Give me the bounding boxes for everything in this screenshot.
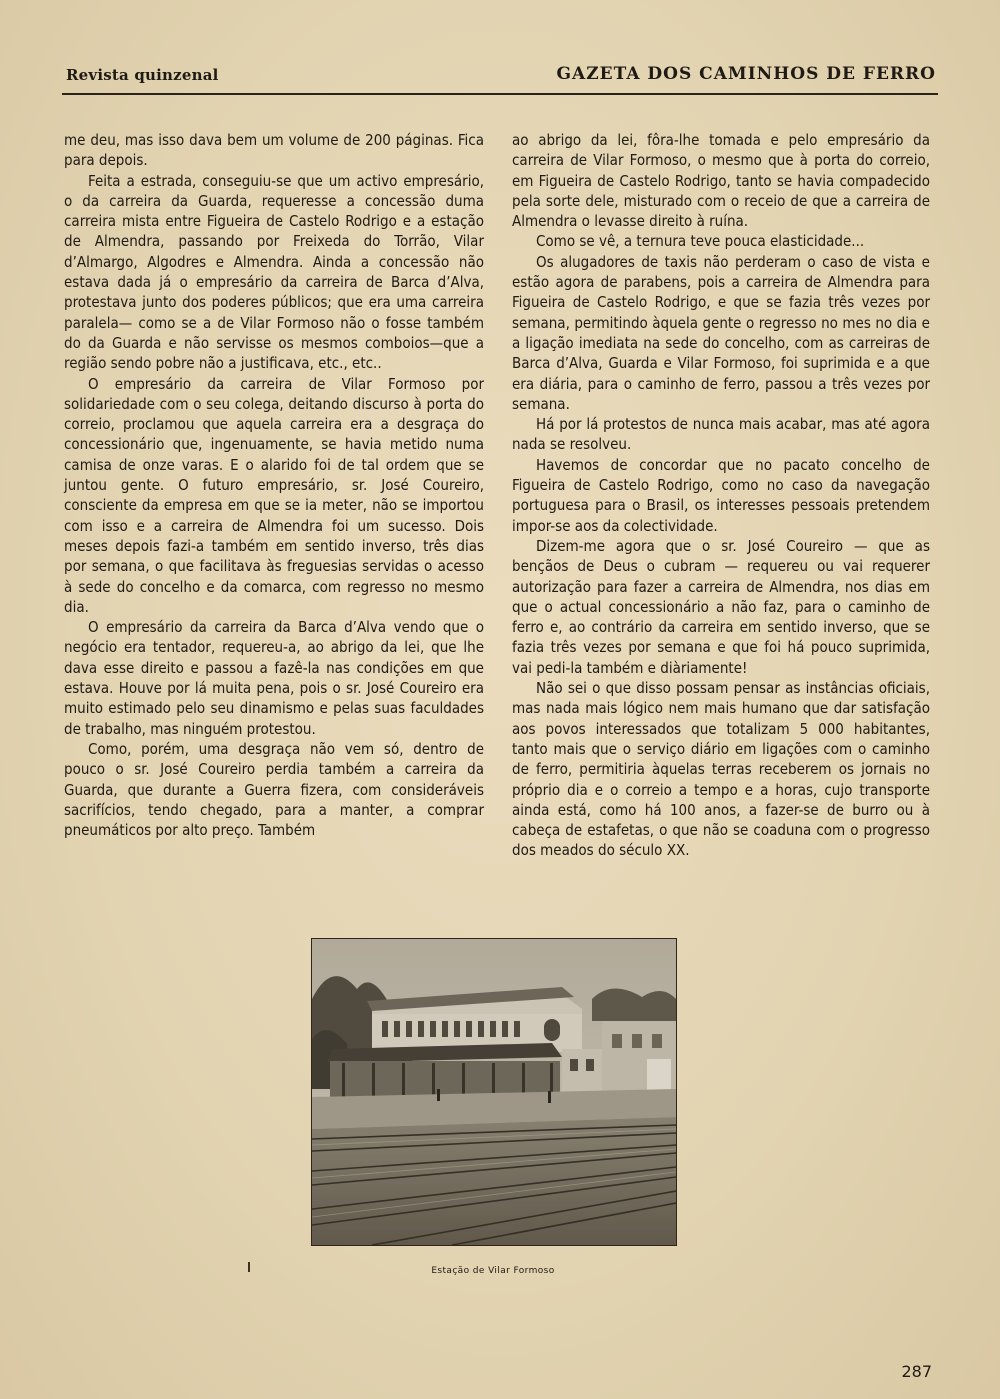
paragraph: Dizem-me agora que o sr. José Coureiro — que as bençãos de Deus o cubram — requereu ou vai requerer autorização para fazer a carreira de Almendra, nos dias em que o actual concessionário a não faz, para o caminho de ferro e, ao contrário da carreira em sentido inverso, que se fazia três vezes por semana e que foi há pouco suprimida, vai pedi-la também e diàriamente! <box>512 536 930 677</box>
station-photo-illustration <box>312 939 676 1245</box>
paragraph: Havemos de concordar que no pacato concelho de Figueira de Castelo Rodrigo, como no caso da navegação portuguesa para o Brasil, os interesses pessoais pretendem impor-se aos da colectividade. <box>512 455 930 535</box>
paragraph: Os alugadores de taxis não perderam o caso de vista e estão agora de parabens, pois a carreira de Almendra para Figueira de Castelo Rodrigo, e que se fazia três vezes por semana, permitindo àquela gente o regresso no mes no dia e a ligação imediata na sede do concelho, com as carreiras de Barca d’Alva, Guarda e Vilar Formoso, foi suprimida e a que era diária, para o caminho de ferro, passou a três vezes por semana. <box>512 252 930 413</box>
header-rule <box>62 93 938 95</box>
paragraph: Como, porém, uma desgraça não vem só, dentro de pouco o sr. José Coureiro perdia também a carreira da Guarda, que durante a Guerra fizera, com consideráveis sacrifícios, tendo chegado, para a manter, a comprar pneumáticos por alto preço. Também <box>64 739 484 840</box>
paragraph: O empresário da carreira da Barca d’Alva vendo que o negócio era tentador, requereu-a, ao abrigo da lei, que lhe dava esse direito e passou a fazê-la nas condições em que estava. Houve por lá muita pena, pois o sr. José Coureiro era muito estimado pelo seu dinamismo e pelas suas faculdades de trabalho, mas ninguém protestou. <box>64 618 484 738</box>
paragraph: O empresário da carreira de Vilar Formoso por solidariedade com o seu colega, deitando discurso à porta do correio, proclamou que aquela carreira era a desgraça do concessionário que, ingenuamente, se havia metido numa camisa de onze varas. E o alarido foi de tal ordem que se juntou gente. O futuro empresário, sr. José Coureiro, consciente da empresa em que se ia meter, não se importou com isso e a carreira de Almendra foi um sucesso. Dois meses depois fazi-a também em sentido inverso, três dias por semana, o que facilitava às freguesias servidas o acesso à sede do concelho e da comarca, com regresso no mesmo dia. <box>64 374 484 616</box>
paragraph: ao abrigo da lei, fôra-lhe tomada e pelo empresário da carreira de Vilar Formoso, o mesmo que à porta do correio, em Figueira de Castelo Rodrigo, tanto se havia compadecido pela sorte dele, misturado com o receio de que a carreira de Almendra o levasse direito à ruína. <box>512 131 930 231</box>
paragraph: me deu, mas isso dava bem um volume de 200 páginas. Fica para depois. <box>64 131 484 170</box>
left-column <box>64 130 484 840</box>
header-magazine-title: GAZETA DOS CAMINHOS DE FERRO <box>556 64 936 84</box>
paragraph: Não sei o que disso possam pensar as instâncias oficiais, mas nada mais lógico nem mais humano que dar satisfação aos povos interessados que totalizam 5 000 habitantes, tanto mais que o serviço diário em ligações com o caminho de ferro, permitiria àquelas terras receberem os jornais no próprio dia e o correio a tempo e a horas, cujo transporte ainda está, como há 100 anos, a fazer-se de burro ou à cabeça de estafetas, o que não se coaduna com o progresso dos meados do século XX. <box>512 679 930 860</box>
page-number: 287 <box>901 1362 932 1381</box>
paragraph: Há por lá protestos de nunca mais acabar, mas até agora nada se resolveu. <box>512 415 930 454</box>
photo-caption: Estação de Vilar Formoso <box>431 1266 555 1276</box>
station-photo <box>311 938 677 1246</box>
paragraph: Como se vê, a ternura teve pouca elasticidade... <box>536 232 865 251</box>
right-column <box>512 130 930 861</box>
header-publication-frequency: Revista quinzenal <box>66 66 219 84</box>
paragraph: Feita a estrada, conseguiu-se que um activo empresário, o da carreira da Guarda, requeresse a concessão duma carreira mista entre Figueira de Castelo Rodrigo e a estação de Almendra, passando por Freixeda do Torrão, Vilar d’Almargo, Algodres e Almendra. Ainda a concessão não estava dada já o empresário da carreira de Barca d’Alva, protestava junto dos poderes públicos; que era uma carreira paralela— como se a de Vilar Formoso não o fosse também do da Guarda e não servisse os mesmos comboios—que a região sendo pobre não a justificava, etc., etc.. <box>64 171 484 373</box>
print-mark <box>248 1262 250 1272</box>
